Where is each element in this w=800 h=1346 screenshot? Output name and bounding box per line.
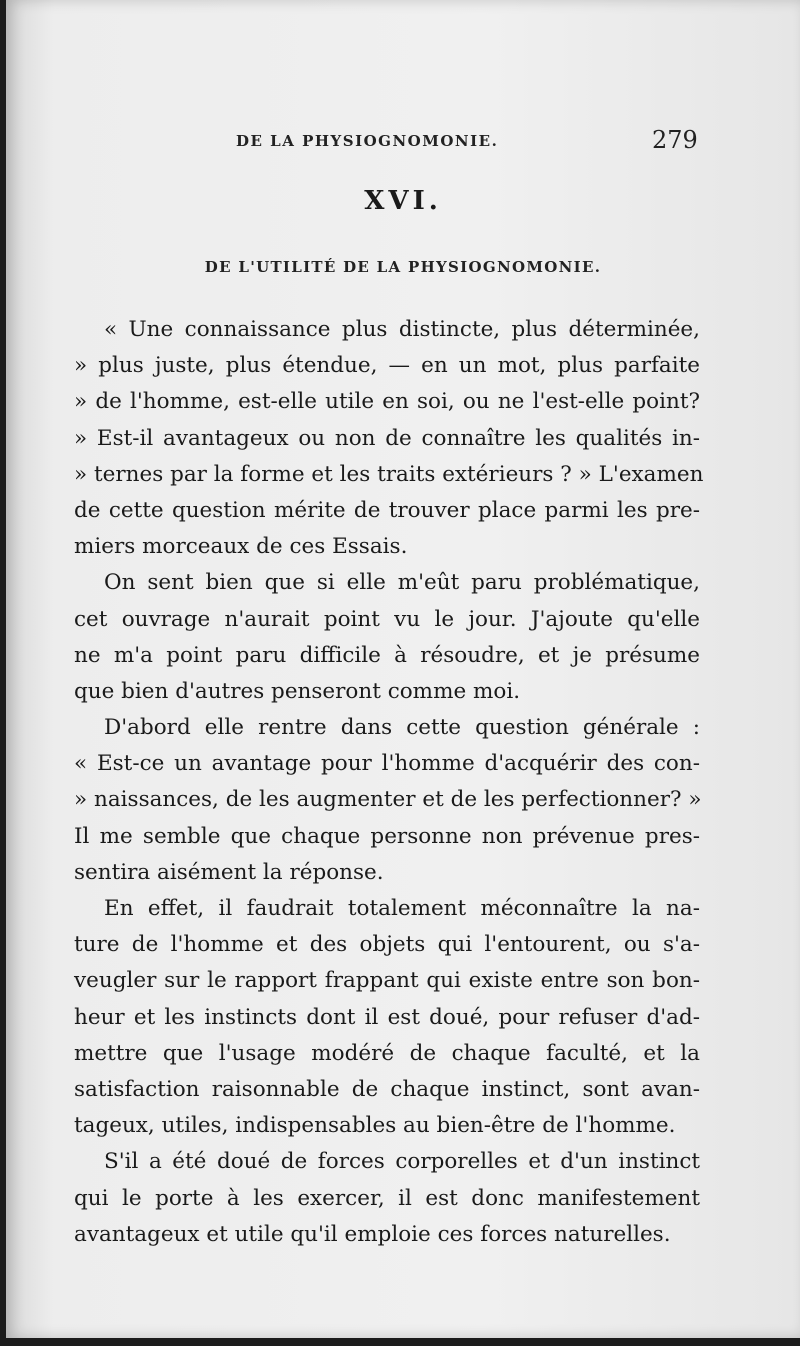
text-line: heur et les instincts dont il est doué, pour refuser d'ad- xyxy=(74,1004,700,1030)
text-line: de cette question mérite de trouver place parmi les pre- xyxy=(74,497,700,523)
chapter-title: DE L'UTILITÉ DE LA PHYSIOGNOMONIE. xyxy=(204,258,602,276)
text-line: En effet, il faudrait totalement méconnaître la na- xyxy=(104,896,700,921)
text-line: « Une connaissance plus distincte, plus déterminée, xyxy=(104,317,700,342)
text-line: » plus juste, plus étendue, — en un mot, plus parfaite xyxy=(74,353,700,379)
text-line: que bien d'autres penseront comme moi. xyxy=(74,678,521,704)
text-line: Il me semble que chaque personne non prévenue pres- xyxy=(74,823,700,849)
text-line: miers morceaux de ces Essais. xyxy=(74,534,408,560)
text-line: avantageux et utile qu'il emploie ces forces naturelles. xyxy=(74,1221,671,1247)
text-line: » de l'homme, est-elle utile en soi, ou ne l'est-elle point? xyxy=(74,389,700,415)
text-line: » ternes par la forme et les traits extérieurs ? » L'examen xyxy=(74,461,704,487)
body-text xyxy=(74,312,704,1253)
text-line: sentira aisément la réponse. xyxy=(74,859,384,885)
text-line: satisfaction raisonnable de chaque instinct, sont avan- xyxy=(74,1076,700,1102)
text-line: cet ouvrage n'aurait point vu le jour. J'ajoute qu'elle xyxy=(74,606,700,632)
text-line: » naissances, de les augmenter et de les perfectionner? » xyxy=(74,787,702,813)
text-line: « Est-ce un avantage pour l'homme d'acquérir des con- xyxy=(74,751,700,777)
page-number: 279 xyxy=(652,126,698,154)
text-line: On sent bien que si elle m'eût paru problématique, xyxy=(104,570,700,596)
chapter-number: XVI. xyxy=(364,186,442,216)
text-line: D'abord elle rentre dans cette question générale : xyxy=(104,715,700,741)
book-page xyxy=(6,0,800,1338)
text-line: ture de l'homme et des objets qui l'entourent, ou s'a- xyxy=(74,932,700,958)
text-line: tageux, utiles, indispensables au bien-être de l'homme. xyxy=(74,1113,676,1139)
text-line: veugler sur le rapport frappant qui existe entre son bon- xyxy=(74,968,700,994)
text-line: » Est-il avantageux ou non de connaître les qualités in- xyxy=(74,425,700,451)
text-line: mettre que l'usage modéré de chaque faculté, et la xyxy=(74,1040,700,1066)
text-line: qui le porte à les exercer, il est donc manifestement xyxy=(74,1185,700,1211)
running-head: DE LA PHYSIOGNOMONIE. xyxy=(236,132,499,150)
text-line: ne m'a point paru difficile à résoudre, et je présume xyxy=(74,642,700,668)
text-line: S'il a été doué de forces corporelles et d'un instinct xyxy=(104,1149,700,1175)
